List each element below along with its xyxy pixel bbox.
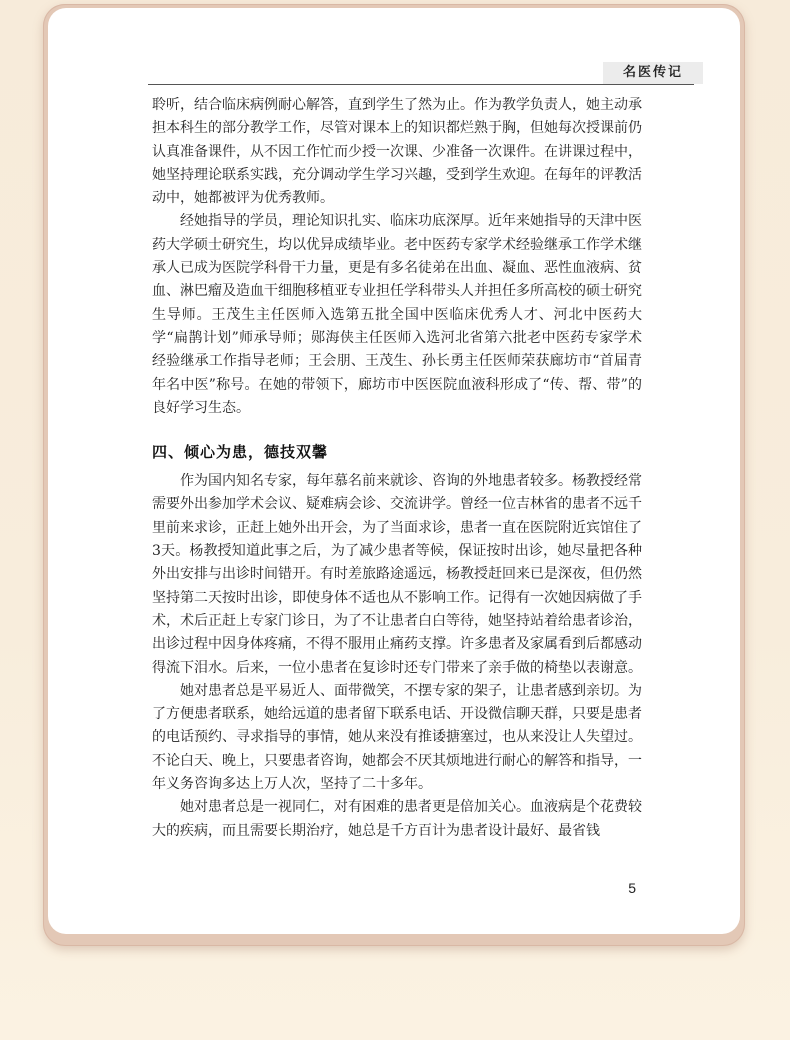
page-body xyxy=(152,94,642,843)
section-heading: 四、倾心为患，德技双馨 xyxy=(152,443,329,462)
header-rule xyxy=(148,84,694,85)
page-number: 5 xyxy=(628,880,636,896)
body-paragraph: 她对患者总是一视同仁，对有困难的患者更是倍加关心。血液病是个花费较大的疾病，而且需要长期治疗，她总是千方百计为患者设计最好、最省钱 xyxy=(152,799,642,839)
running-header-title: 名医传记 xyxy=(603,62,703,84)
body-paragraph: 聆听，结合临床病例耐心解答，直到学生了然为止。作为教学负责人，她主动承担本科生的部分教学工作，尽管对课本上的知识都烂熟于胸，但她每次授课前仍认真准备课件，从不因工作忙而少授一次课、少准备一次课件。在讲课过程中，她坚持理论联系实践，充分调动学生学习兴趣，受到学生欢迎。在每年的评教活动中，她都被评为优秀教师。 xyxy=(152,97,642,207)
body-paragraph: 她对患者总是平易近人、面带微笑，不摆专家的架子，让患者感到亲切。为了方便患者联系，她给远道的患者留下联系电话、开设微信聊天群，只要是患者的电话预约、寻求指导的事情，她从来没有推诿搪塞过，也从来没让人失望过。不论白天、晚上，只要患者咨询，她都会不厌其烦地进行耐心的解答和指导，一年义务咨询多达上万人次，坚持了二十多年。 xyxy=(152,682,642,793)
body-paragraph: 经她指导的学员，理论知识扎实、临床功底深厚。近年来她指导的天津中医药大学硕士研究生，均以优异成绩毕业。老中医药专家学术经验继承工作学术继承人已成为医院学科骨干力量，更是有多名徒弟在出血、凝血、恶性血液病、贫血、淋巴瘤及造血干细胞移植亚专业担任学科带头人并担任多所高校的硕士研究生导师。王茂生主任医师入选第五批全国中医临床优秀人才、河北中医药大学“扁鹊计划”师承导师；郧海侠主任医师入选河北省第六批老中医药专家学术经验继承工作指导老师；王会朋、王茂生、孙长勇主任医师荣获廊坊市“首届青年名中医”称号。在她的带领下，廊坊市中医医院血液科形成了“传、帮、带”的良好学习生态。 xyxy=(152,213,642,416)
body-paragraph: 作为国内知名专家，每年慕名前来就诊、咨询的外地患者较多。杨教授经常需要外出参加学术会议、疑难病会诊、交流讲学。曾经一位吉林省的患者不远千里前来求诊，正赶上她外出开会，为了当面求诊，患者一直在医院附近宾馆住了3天。杨教授知道此事之后，为了减少患者等候，保证按时出诊，她尽量把各种外出安排与出诊时间错开。有时差旅路途遥远，杨教授赶回来已是深夜，但仍然坚持第二天按时出诊，即使身体不适也从不影响工作。记得有一次她因病做了手术，术后正赶上专家门诊日，为了不让患者白白等待，她坚持站着给患者诊治，出诊过程中因身体疼痛，不得不服用止痛药支撑。许多患者及家属看到后都感动得流下泪水。后来，一位小患者在复诊时还专门带来了亲手做的椅垫以表谢意。 xyxy=(152,473,642,676)
